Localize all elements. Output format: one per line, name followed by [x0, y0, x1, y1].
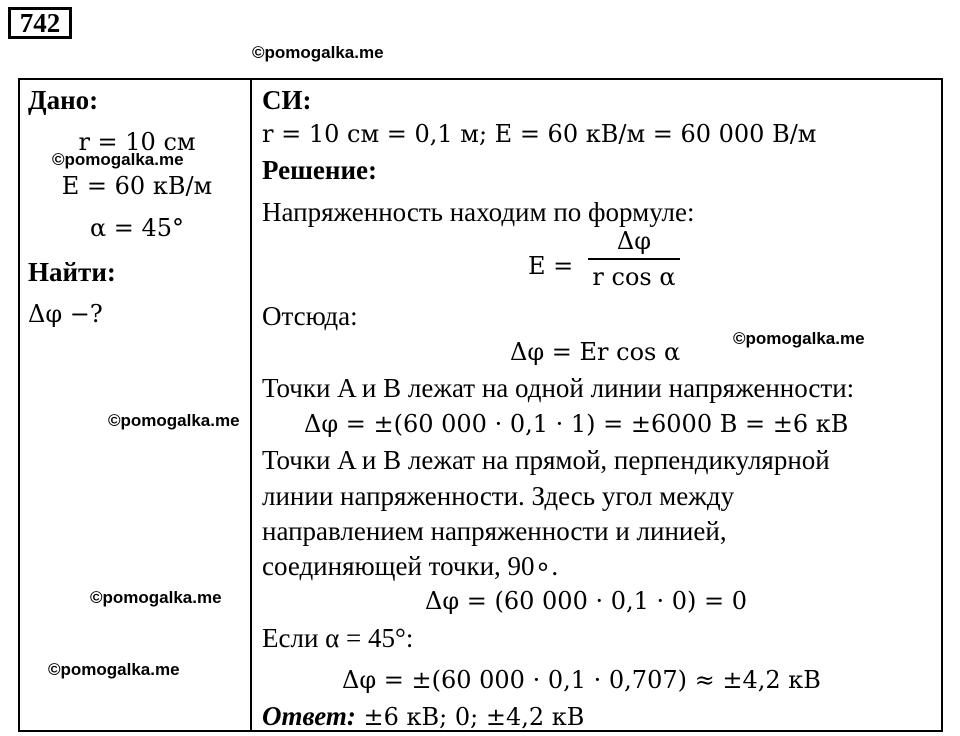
watermark: ©pomogalka.me: [733, 329, 865, 348]
watermark: ©pomogalka.me: [252, 43, 384, 62]
case3-text: Если α = 45°:: [262, 623, 414, 653]
case2-line: соединяющей точки, 90∘.: [262, 551, 559, 581]
given-alpha: α = 45°: [89, 214, 185, 242]
solution-intro: Напряженность находим по формуле:: [262, 197, 695, 227]
case2-line: Точки A и B лежат на прямой, перпендикулярной: [262, 445, 830, 475]
case1-formula: Δφ = ±(60 000 · 0,1 · 1) = ±6000 В = ±6 кВ: [304, 410, 849, 438]
watermark: ©pomogalka.me: [48, 660, 180, 679]
answer-line: [262, 700, 584, 733]
formula-2: Δφ = Er cos α: [510, 338, 681, 366]
case1-text: Точки A и B лежат на одной линии напряженности:: [262, 373, 855, 403]
column-divider: [250, 78, 252, 732]
solution-header: Решение:: [262, 155, 377, 185]
given-e: E = 60 кВ/м: [61, 172, 213, 200]
problem-number: 742: [8, 7, 72, 39]
case3-formula: Δφ = ±(60 000 · 0,1 · 0,707) ≈ ±4,2 кВ: [342, 666, 821, 694]
given-header: Дано:: [28, 85, 99, 115]
formula-fraction: [588, 226, 680, 292]
find-value: Δφ −?: [28, 300, 103, 328]
answer-value: ±6 кВ; 0; ±4,2 кВ: [355, 703, 585, 731]
si-header: СИ:: [262, 85, 312, 115]
case2-line: направлением напряженности и линией,: [262, 516, 727, 546]
given-r: r = 10 см: [78, 128, 196, 156]
watermark: ©pomogalka.me: [90, 588, 222, 607]
find-header: Найти:: [28, 257, 116, 287]
formula-numerator: Δφ: [616, 227, 652, 255]
formula-lhs: E =: [528, 252, 574, 280]
watermark: ©pomogalka.me: [108, 411, 240, 430]
fraction-bar: [588, 258, 680, 260]
si-line: r = 10 см = 0,1 м; E = 60 кВ/м = 60 000 В/м: [262, 120, 817, 148]
case2-formula: Δφ = (60 000 · 0,1 · 0) = 0: [425, 587, 748, 615]
formula-denominator: r cos α: [592, 263, 676, 291]
hence-text: Отсюда:: [262, 301, 358, 331]
watermark: ©pomogalka.me: [52, 150, 184, 169]
answer-label: Ответ:: [262, 701, 356, 731]
case2-line: линии напряженности. Здесь угол между: [262, 481, 735, 511]
